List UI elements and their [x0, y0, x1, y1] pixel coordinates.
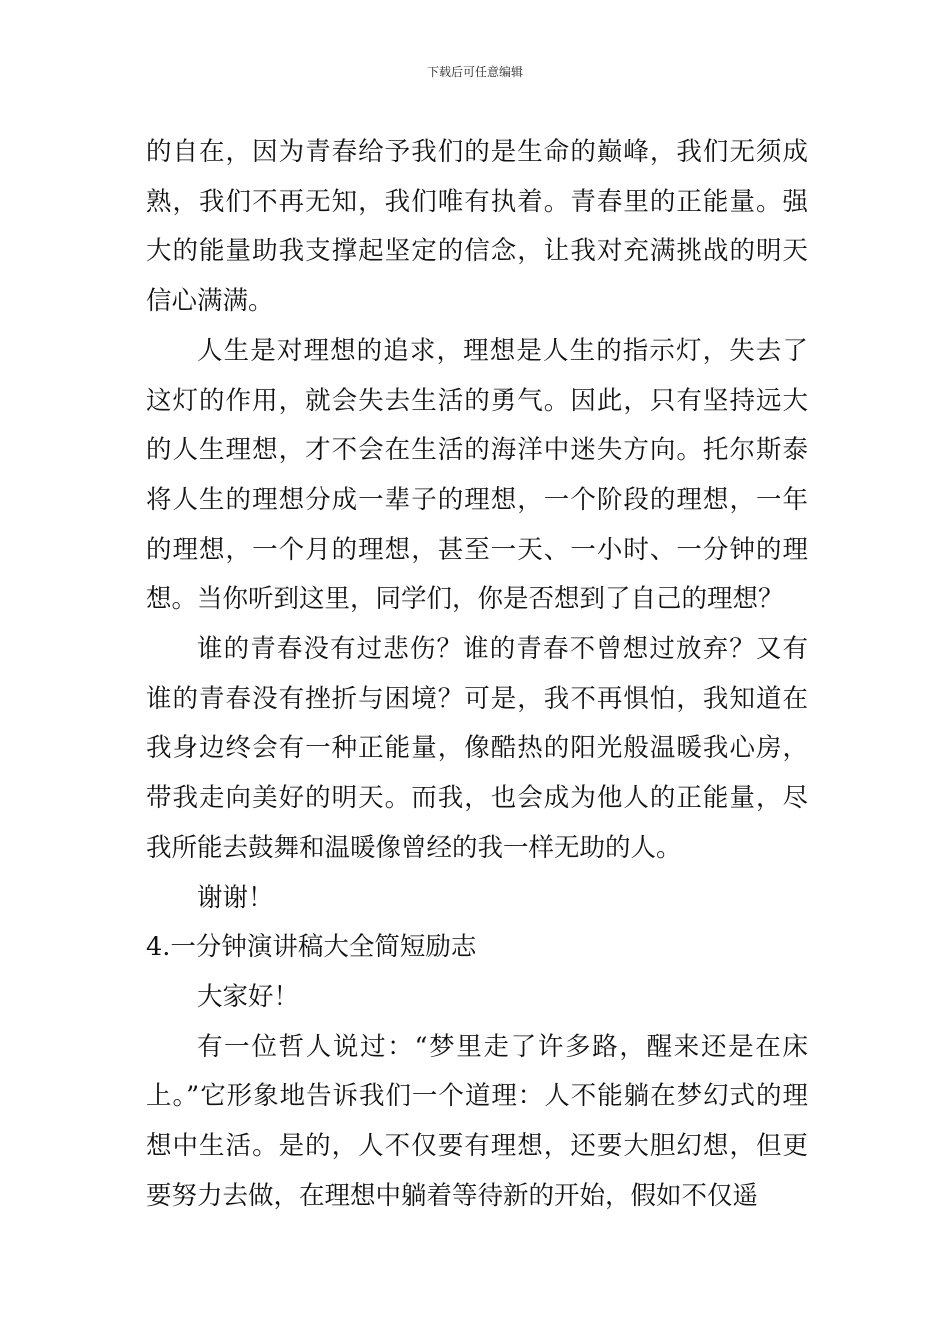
- section-heading: 4.一分钟演讲稿大全简短励志: [146, 932, 477, 963]
- paragraph-youth: 谁的青春没有过悲伤？谁的青春不曾想过放弃？又有谁的青春没有挫折与困境？可是，我不再惧怕，我知道在我身边终会有一种正能量，像酷热的阳光般温暖我心房，带我走向美好的明天。而我，也会成为他人的正能量，尽我所能去鼓舞和温暖像曾经的我一样无助的人。: [146, 634, 808, 863]
- page-header-note: 下载后可任意编辑: [426, 65, 523, 79]
- paragraph-thanks: 谢谢！: [197, 882, 274, 913]
- paragraph-greeting: 大家好！: [197, 981, 300, 1012]
- paragraph-ideals: 人生是对理想的追求，理想是人生的指示灯，失去了这灯的作用，就会失去生活的勇气。因此，只有坚持远大的人生理想，才不会在生活的海洋中迷失方向。托尔斯泰将人生的理想分成一辈子的理想，一个阶段的理想，一年的理想，一个月的理想，甚至一天、一小时、一分钟的理想。当你听到这里，同学们，你是否想到了自己的理想？: [146, 335, 808, 615]
- document-body: [146, 128, 808, 1221]
- paragraph-continuation: 的自在，因为青春给予我们的是生命的巅峰，我们无须成熟，我们不再无知，我们唯有执着。青春里的正能量。强大的能量助我支撑起坚定的信念，让我对充满挑战的明天信心满满。: [146, 137, 808, 317]
- paragraph-philosopher: 有一位哲人说过：“梦里走了许多路，醒来还是在床上。”它形象地告诉我们一个道理：人不能躺在梦幻式的理想中生活。是的，人不仅要有理想，还要大胆幻想，但更要努力去做，在理想中躺着等待新的开始，假如不仅遥: [146, 1031, 808, 1211]
